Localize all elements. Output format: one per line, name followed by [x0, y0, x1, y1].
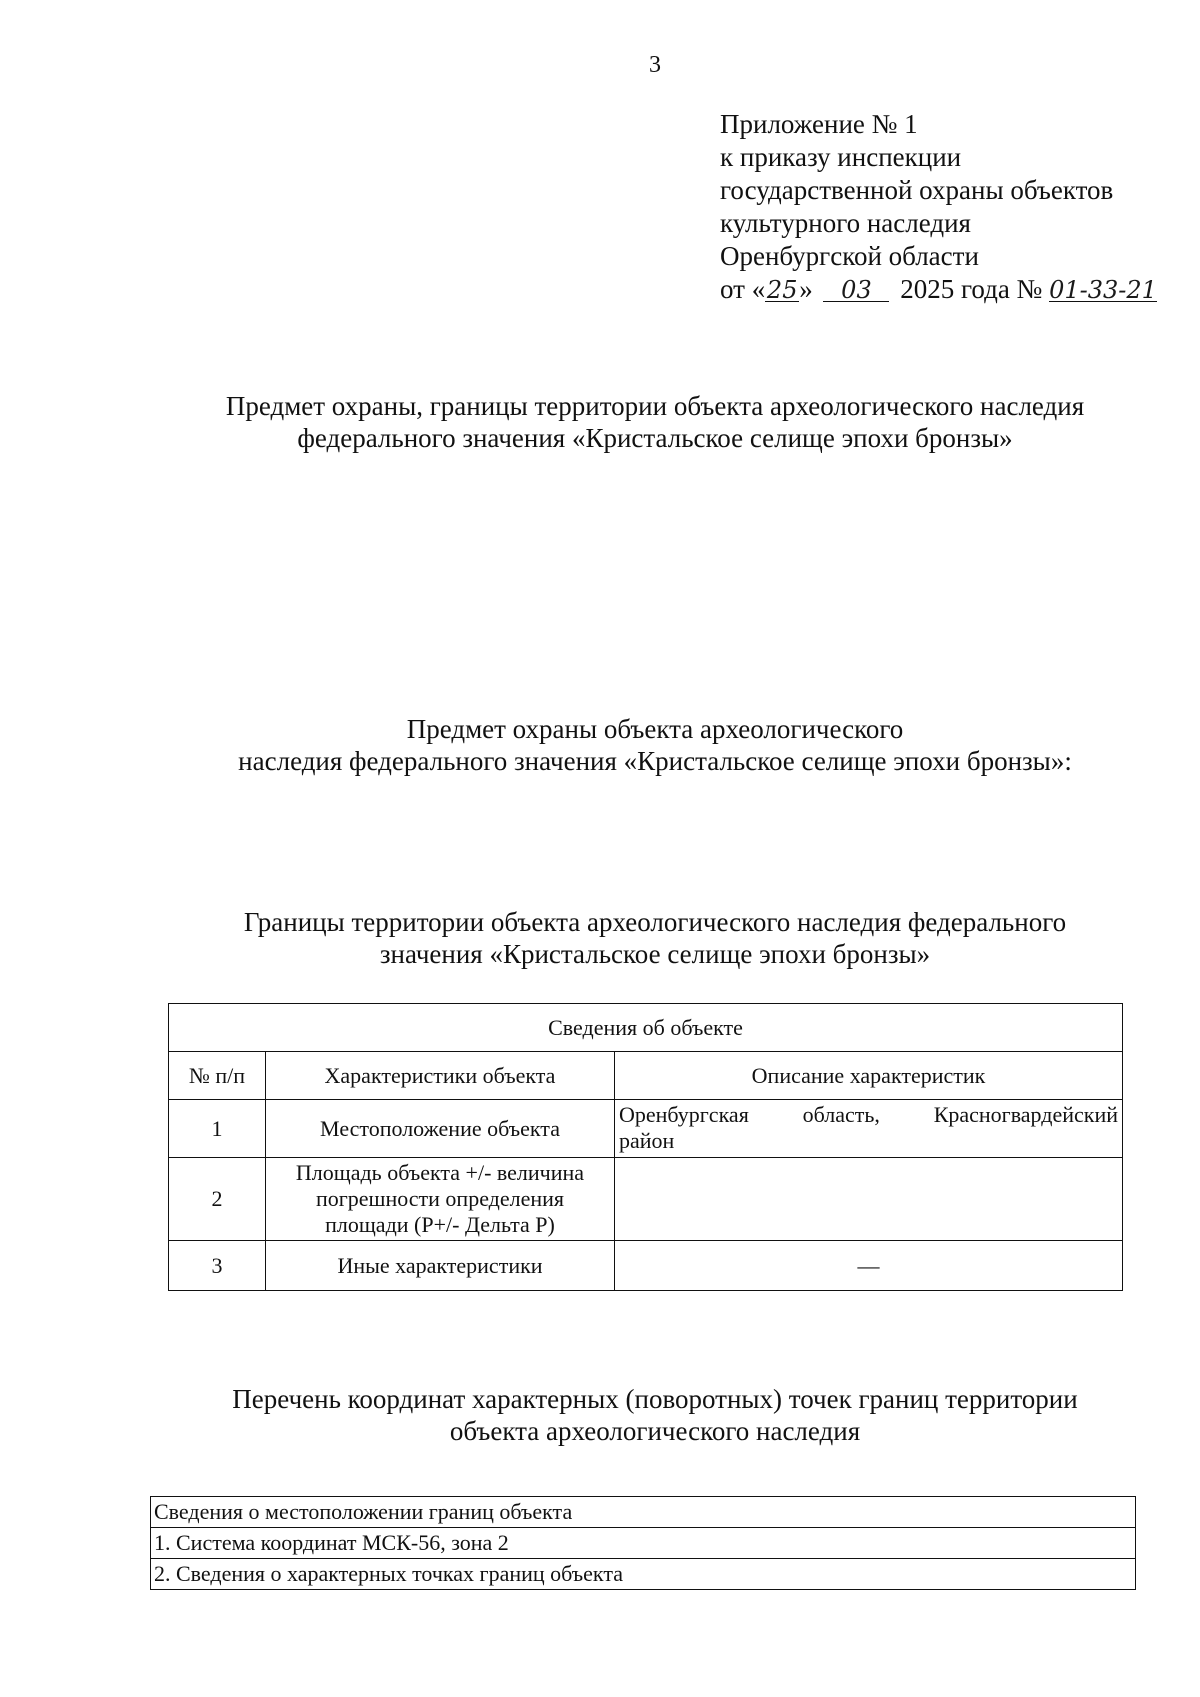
coordinates-table — [150, 1496, 1136, 1590]
handwritten-order-number: 01-33-21 — [1049, 276, 1157, 304]
handwritten-day: 25 — [766, 276, 798, 304]
appendix-line: к приказу инспекции — [720, 142, 962, 172]
date-year: 2025 года № — [900, 274, 1043, 304]
table-row — [151, 1559, 1136, 1590]
coords-row: 2. Сведения о характерных точках границ объекта — [151, 1559, 1136, 1590]
characteristic-line: Площадь объекта +/- величина — [295, 1160, 585, 1185]
subject-line: Предмет охраны объекта археологического — [406, 714, 904, 744]
row-number: 3 — [169, 1241, 266, 1291]
appendix-line: Оренбургской области — [720, 241, 979, 271]
appendix-block — [720, 108, 1157, 306]
coords-line: Перечень координат характерных (поворотных) точек границ территории — [232, 1384, 1078, 1414]
characteristic-line: площади (Р+/- Дельта Р) — [325, 1212, 555, 1237]
title-line: Предмет охраны, границы территории объекта археологического наследия — [225, 391, 1085, 421]
appendix-line: Приложение № 1 — [720, 109, 918, 139]
borders-line: значения «Кристальское селище эпохи бронзы» — [379, 939, 931, 969]
row-characteristic: Иные характеристики — [266, 1241, 615, 1291]
subject-line: наследия федерального значения «Кристальское селище эпохи бронзы»: — [238, 746, 1072, 776]
row-number: 2 — [169, 1158, 266, 1241]
header-number: № п/п — [169, 1052, 266, 1100]
page-number: 3 — [649, 52, 661, 78]
table-row — [169, 1241, 1123, 1291]
date-prefix: от « — [720, 274, 766, 304]
appendix-line: государственной охраны объектов — [720, 175, 1114, 205]
row-description: — — [615, 1241, 1123, 1291]
handwritten-month: 03 — [823, 279, 889, 302]
appendix-date-line — [720, 273, 1157, 306]
coords-line: объекта археологического наследия — [449, 1416, 861, 1446]
description-line: Оренбургская область, Красногвардейский — [619, 1102, 1118, 1127]
row-characteristic: Местоположение объекта — [266, 1100, 615, 1158]
row-number: 1 — [169, 1100, 266, 1158]
date-mid: » — [799, 274, 813, 304]
object-info-table — [168, 1003, 1123, 1291]
appendix-line: культурного наследия — [720, 208, 971, 238]
coords-row: Сведения о местоположении границ объекта — [151, 1497, 1136, 1528]
borders-line: Границы территории объекта археологического наследия федерального — [243, 907, 1067, 937]
title-line: федерального значения «Кристальское селище эпохи бронзы» — [297, 423, 1013, 453]
table-row — [169, 1158, 1123, 1241]
row-description — [615, 1158, 1123, 1241]
document-title — [150, 390, 1160, 454]
borders-section-heading — [150, 906, 1160, 970]
table-row — [151, 1528, 1136, 1559]
row-description — [615, 1100, 1123, 1158]
coords-row: 1. Система координат МСК-56, зона 2 — [151, 1528, 1136, 1559]
header-characteristic: Характеристики объекта — [266, 1052, 615, 1100]
subject-section-heading — [150, 713, 1160, 777]
coords-section-heading — [150, 1383, 1160, 1447]
table-row — [169, 1100, 1123, 1158]
characteristic-line: погрешности определения — [315, 1186, 565, 1211]
table-row — [151, 1497, 1136, 1528]
table-caption: Сведения об объекте — [169, 1004, 1123, 1052]
header-description: Описание характеристик — [615, 1052, 1123, 1100]
description-line: район — [619, 1128, 675, 1153]
row-characteristic — [266, 1158, 615, 1241]
